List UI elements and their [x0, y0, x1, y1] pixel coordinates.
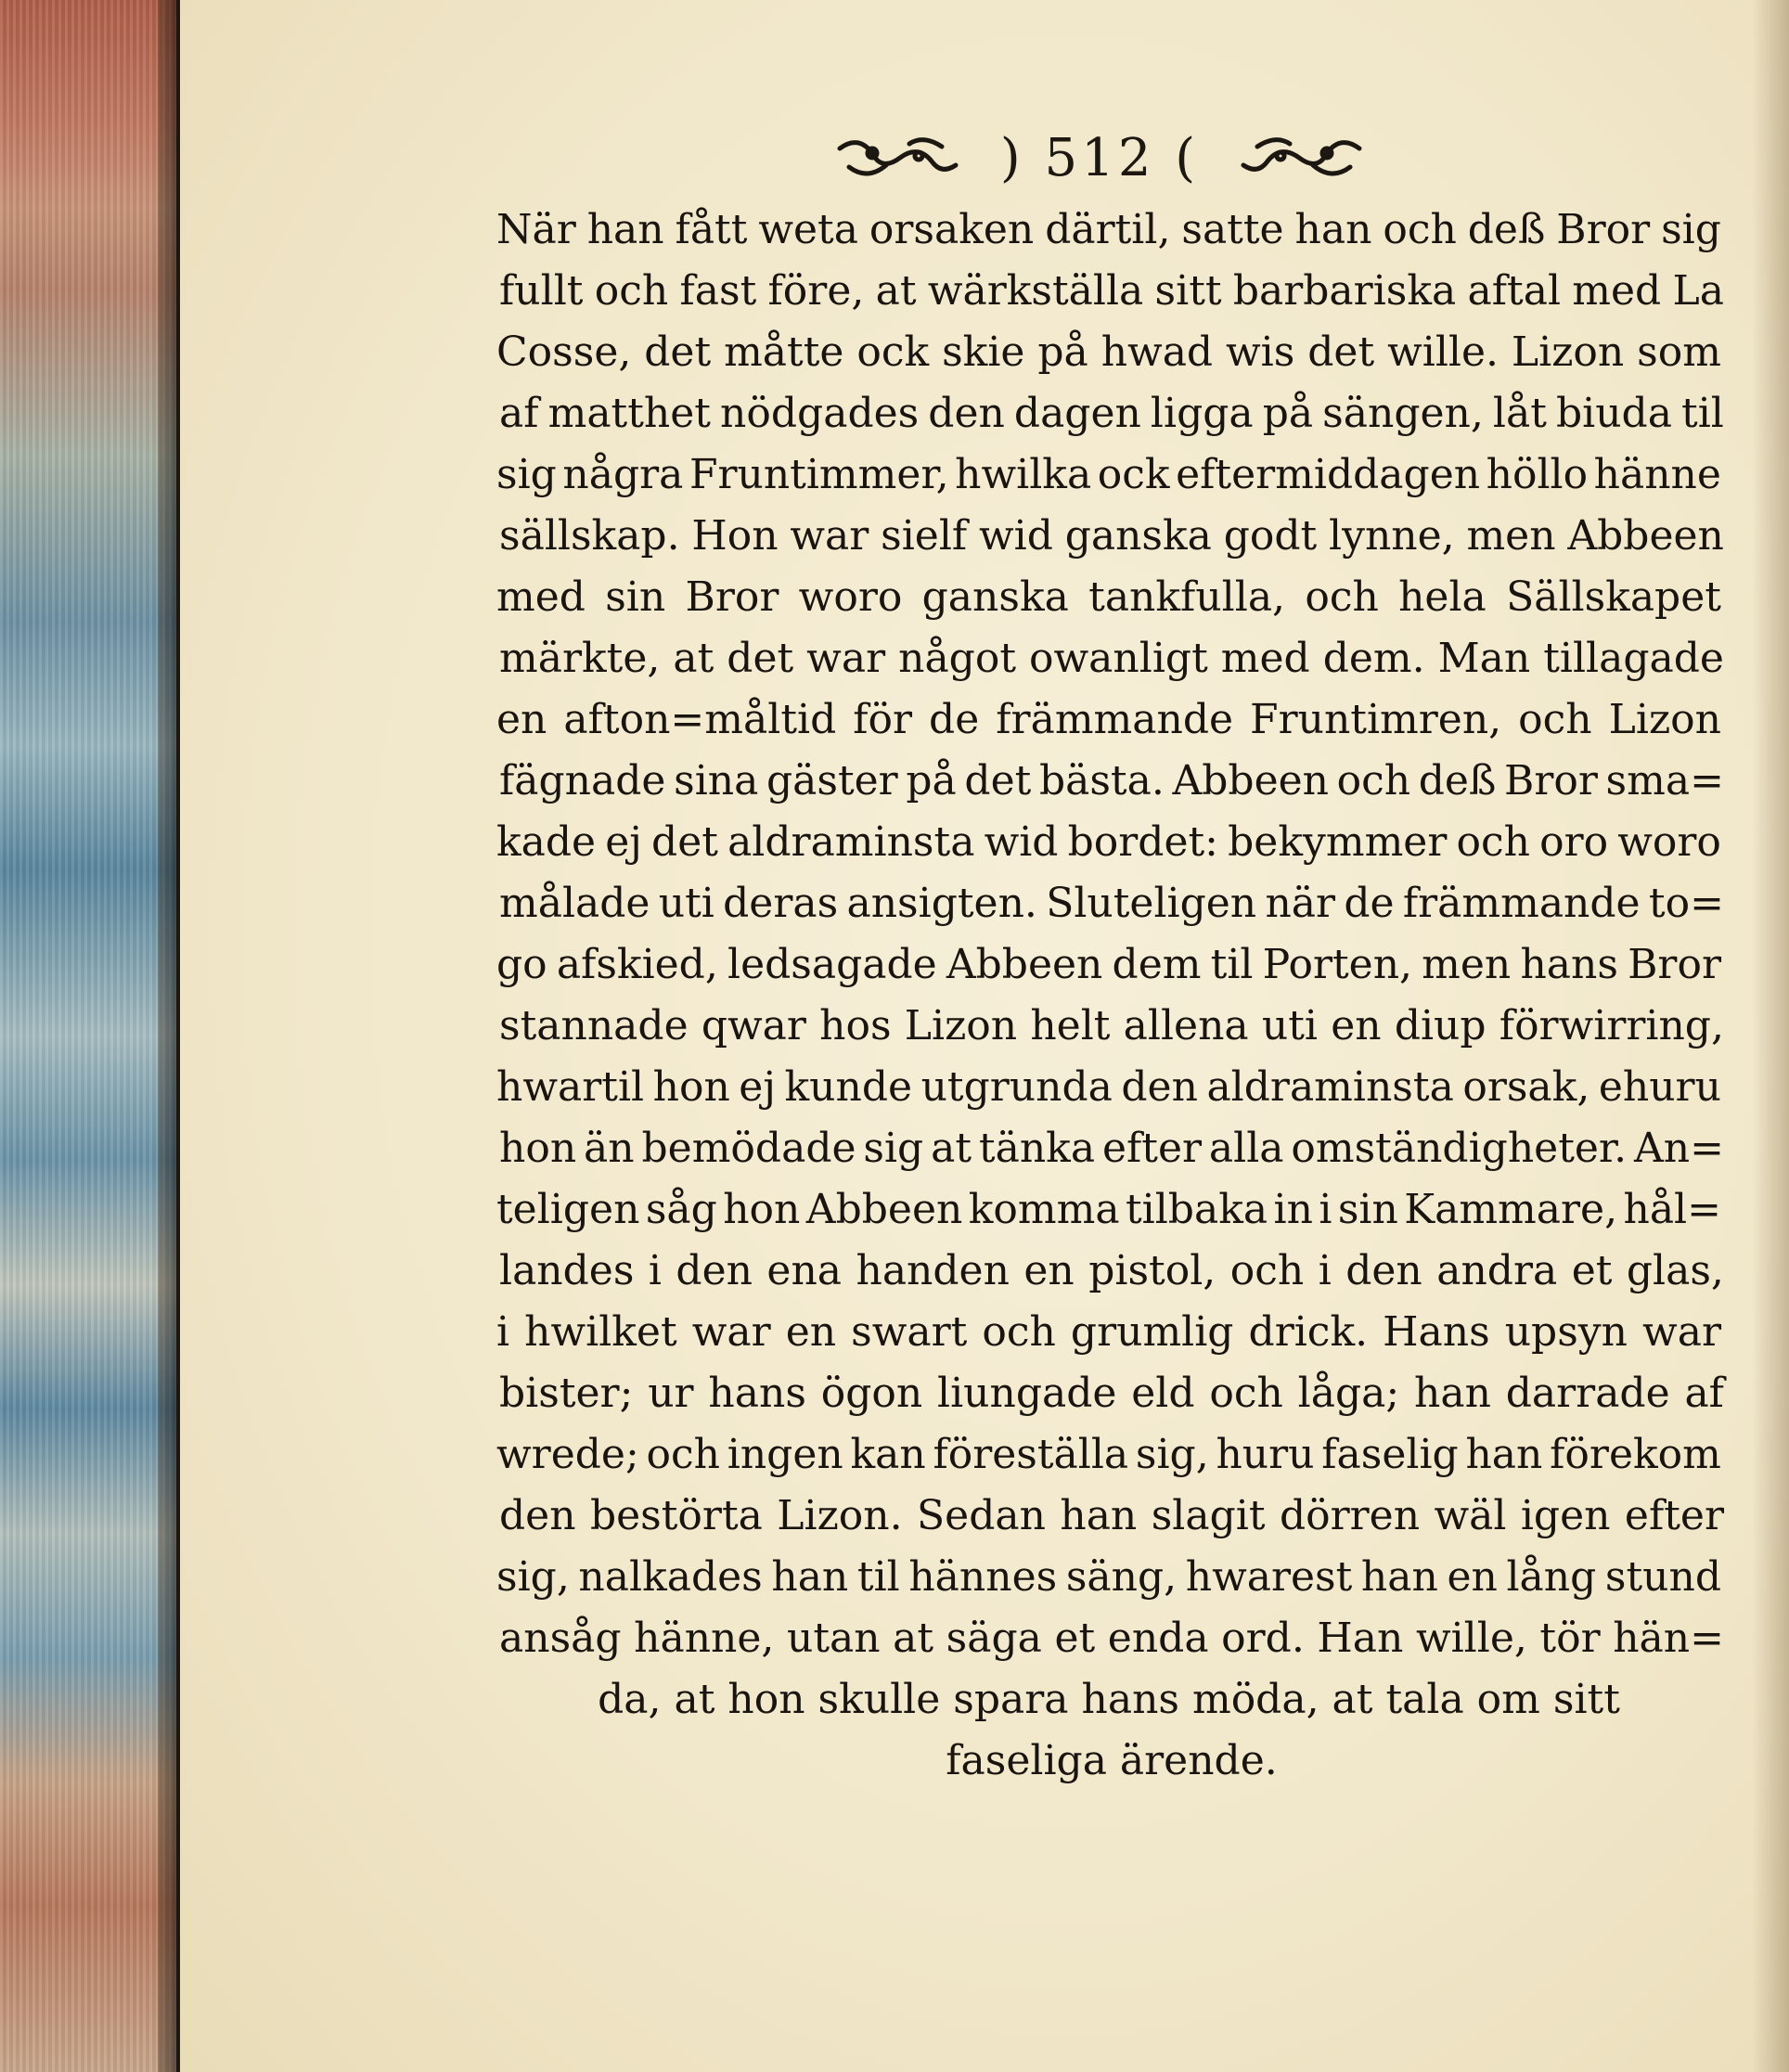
word: wäl [1434, 1492, 1507, 1539]
word: diup [1394, 1002, 1487, 1049]
word: afskied, [556, 941, 718, 988]
word: hans [708, 1370, 806, 1417]
word: därtil, [1045, 206, 1171, 253]
word: han [771, 1553, 849, 1601]
word: den [1121, 1063, 1198, 1111]
word: deß [1418, 757, 1497, 804]
word: han [1360, 1553, 1438, 1601]
text-line [496, 567, 1721, 628]
text-line: faseliga ärende. [946, 1737, 1278, 1784]
word: drick. [1248, 1308, 1369, 1356]
word: hwilket [524, 1308, 677, 1356]
word: tänka [978, 1125, 1096, 1172]
text-line [499, 506, 1724, 567]
word: eftermiddagen [1176, 451, 1481, 498]
word: några [562, 451, 684, 498]
word: med [496, 573, 586, 621]
word: Cosse, [496, 328, 632, 376]
word: Lizon. [777, 1492, 903, 1539]
text-line [496, 934, 1721, 996]
page-right-shadow [1752, 0, 1789, 2072]
word: stannade [499, 1002, 689, 1049]
word: ehuru [1598, 1063, 1721, 1111]
word: bekymmer [1228, 818, 1448, 866]
word: hännes [908, 1553, 1058, 1601]
word: til [1210, 941, 1254, 988]
text-line [499, 873, 1724, 934]
word: komma [968, 1186, 1120, 1233]
word: war [1642, 1308, 1721, 1356]
word: ord. [1221, 1615, 1305, 1662]
word: bister; [499, 1370, 634, 1417]
word: Sedan [917, 1492, 1046, 1539]
word: sängen, [1322, 390, 1484, 437]
word: säng, [1065, 1553, 1178, 1601]
word: uti [1261, 1002, 1318, 1049]
word: i [648, 1247, 662, 1294]
word: det [964, 757, 1032, 804]
word: bästa. [1038, 757, 1165, 804]
word: kunde [784, 1063, 913, 1111]
word: hela [1398, 573, 1487, 621]
text-line [496, 812, 1721, 873]
word: ansåg [499, 1615, 622, 1662]
word: fått [675, 206, 748, 253]
text-line [499, 1608, 1724, 1669]
word: liungade [937, 1370, 1117, 1417]
word: tillagade [1543, 635, 1724, 682]
word: ligga [1150, 390, 1254, 437]
word: sig [1661, 206, 1721, 253]
text-line [496, 1302, 1721, 1363]
word: en [1447, 1553, 1498, 1601]
word: wis [1226, 328, 1295, 376]
word: utan [787, 1615, 881, 1662]
word: hwilka [955, 451, 1092, 498]
text-line [496, 444, 1721, 506]
word: sig, [496, 1553, 570, 1601]
word: wille. [1387, 328, 1499, 376]
word: efter [1624, 1492, 1724, 1539]
word: biuda [1555, 390, 1672, 437]
word: Lizon [1511, 328, 1625, 376]
word: pistol, [1088, 1247, 1216, 1294]
word: en [1331, 1002, 1382, 1049]
text-line [496, 1179, 1721, 1241]
word: sig, [1135, 1431, 1209, 1478]
word: och [982, 1308, 1056, 1356]
word: När [496, 206, 576, 253]
word: såg [645, 1186, 717, 1233]
page-header [830, 121, 1369, 195]
word: owanligt [1029, 635, 1208, 682]
word: wrede; [496, 1431, 639, 1478]
word: och [1518, 696, 1592, 743]
word: säga [946, 1615, 1042, 1662]
word: Bror [1504, 757, 1598, 804]
word: utgrunda [920, 1063, 1113, 1111]
word: at [673, 635, 714, 682]
word: andra [1436, 1247, 1558, 1294]
text-line [496, 322, 1721, 383]
word: och [646, 1431, 720, 1478]
text-line [499, 1118, 1724, 1179]
word: lynne, [1329, 512, 1455, 560]
word: något [898, 635, 1017, 682]
word: satte [1181, 206, 1284, 253]
word: slagit [1151, 1492, 1266, 1539]
word: wid [984, 818, 1059, 866]
word: aldraminsta [727, 818, 975, 866]
word: Abbeen [805, 1186, 963, 1233]
fleuron-left-icon [830, 130, 960, 186]
word: go [496, 941, 547, 988]
text-line [499, 261, 1724, 322]
word: woro [798, 573, 903, 621]
word: en [785, 1308, 837, 1356]
word: sig [863, 1125, 924, 1172]
word: men [1422, 941, 1512, 988]
word: än [584, 1125, 635, 1172]
word: Fruntimren, [1250, 696, 1502, 743]
word: ögon [820, 1370, 923, 1417]
word: ganska [1064, 512, 1212, 560]
word: aldraminsta [1206, 1063, 1454, 1111]
word: godt [1223, 512, 1318, 560]
word: låt [1492, 390, 1547, 437]
word: et [1054, 1615, 1096, 1662]
word: war [806, 635, 886, 682]
word: hwartil [496, 1063, 645, 1111]
word: på [1262, 390, 1314, 437]
text-line [499, 383, 1724, 444]
word: at [931, 1125, 972, 1172]
word: förwirring, [1499, 1002, 1724, 1049]
word: märkte, [499, 635, 661, 682]
word: helt [1030, 1002, 1111, 1049]
word: ej [739, 1063, 776, 1111]
word: låga; [1297, 1370, 1400, 1417]
word: swart [851, 1308, 968, 1356]
word: på [1037, 328, 1088, 376]
word: kan [850, 1431, 926, 1478]
word: hwad [1100, 328, 1214, 376]
word: bemödade [641, 1125, 856, 1172]
word: wid [978, 512, 1053, 560]
word: skie [942, 328, 1025, 376]
word: bordet: [1067, 818, 1218, 866]
word: han [586, 206, 664, 253]
page-number: ) 512 ( [999, 127, 1200, 188]
text-line: da, at hon skulle spara hans möda, at tala om sitt [598, 1676, 1620, 1723]
word: hon [723, 1186, 801, 1233]
word: höllo [1486, 451, 1589, 498]
word: bestörta [589, 1492, 763, 1539]
word: den [928, 390, 1005, 437]
word: to= [1648, 880, 1724, 927]
word: nödgades [720, 390, 920, 437]
word: deras [723, 880, 839, 927]
word: La [1672, 267, 1724, 315]
word: det [644, 328, 712, 376]
word: sig [496, 451, 557, 498]
word: matthet [547, 390, 711, 437]
word: Lizon [904, 1002, 1018, 1049]
text-line [496, 199, 1721, 261]
word: han [1465, 1431, 1543, 1478]
word: en [1023, 1247, 1075, 1294]
word: kade [496, 818, 597, 866]
word: den [1345, 1247, 1422, 1294]
word: dörren [1279, 1492, 1421, 1539]
word: främmande [996, 696, 1234, 743]
word: förekom [1550, 1431, 1721, 1478]
word: war [691, 1308, 771, 1356]
word: en [496, 696, 547, 743]
word: med [1572, 267, 1662, 315]
text-line [499, 1241, 1724, 1302]
word: orsak, [1462, 1063, 1590, 1111]
word: fast [679, 267, 757, 315]
text-line [499, 751, 1724, 812]
word: sin [605, 573, 666, 621]
word: han [1060, 1492, 1138, 1539]
word: war [790, 512, 869, 560]
word: före, [767, 267, 865, 315]
word: orsaken [869, 206, 1035, 253]
text-line [496, 689, 1721, 751]
word: af [499, 390, 539, 437]
word: den [499, 1492, 576, 1539]
word: tilbaka [1125, 1186, 1268, 1233]
word: sina [674, 757, 759, 804]
word: dagen [1013, 390, 1141, 437]
word: uti [658, 880, 714, 927]
word: hål= [1623, 1186, 1721, 1233]
fleuron-right-icon [1239, 130, 1369, 186]
word: fägnade [499, 757, 666, 804]
text-line [499, 996, 1724, 1057]
word: Bror [1556, 206, 1651, 253]
book-gutter-shadow [158, 0, 180, 2072]
word: och [1456, 818, 1530, 866]
word: ena [766, 1247, 843, 1294]
word: barbariska [1232, 267, 1457, 315]
word: enda [1107, 1615, 1209, 1662]
word: til [1681, 390, 1724, 437]
word: han [1294, 206, 1372, 253]
word: fullt [499, 267, 584, 315]
word: til [856, 1553, 900, 1601]
word: den [676, 1247, 753, 1294]
word: deß [1467, 206, 1546, 253]
word: sma= [1605, 757, 1724, 804]
word: Lizon [1608, 696, 1721, 743]
word: dem. [1322, 635, 1425, 682]
word: woro [1617, 818, 1721, 866]
word: ingen [727, 1431, 843, 1478]
word: dem [1112, 941, 1202, 988]
word: Sällskapet [1506, 573, 1721, 621]
word: men [1466, 512, 1556, 560]
word: hänne, [634, 1615, 775, 1662]
word: ledsagade [727, 941, 937, 988]
word: faselig [1321, 1431, 1459, 1478]
word: det [1307, 328, 1375, 376]
word: när [1265, 880, 1336, 927]
word: aftal [1467, 267, 1562, 315]
word: sällskap. [499, 512, 680, 560]
text-line [499, 1363, 1724, 1424]
word: ock [856, 328, 930, 376]
word: och [1209, 1370, 1283, 1417]
word: af [1684, 1370, 1724, 1417]
word: Porten, [1262, 941, 1413, 988]
word: hans [1520, 941, 1618, 988]
word: darrade [1505, 1370, 1670, 1417]
book-page-edge [0, 0, 176, 2072]
word: nalkades [578, 1553, 763, 1601]
word: tankfulla, [1088, 573, 1286, 621]
word: Sluteligen [1046, 880, 1257, 927]
word: på [906, 757, 957, 804]
word: föreställa [933, 1431, 1129, 1478]
word: An= [1633, 1125, 1724, 1172]
word: et [1571, 1247, 1613, 1294]
word: Hon [691, 512, 779, 560]
word: teligen [496, 1186, 640, 1233]
word: allena [1123, 1002, 1249, 1049]
word: weta [758, 206, 858, 253]
word: gäster [766, 757, 898, 804]
word: måtte [724, 328, 844, 376]
word: de [1344, 880, 1395, 927]
word: alla [1208, 1125, 1284, 1172]
word: hon [499, 1125, 577, 1172]
word: wille, [1415, 1615, 1527, 1662]
word: wärkställa [927, 267, 1144, 315]
word: huru [1216, 1431, 1315, 1478]
word: och [1336, 757, 1411, 804]
word: Abbeen [1172, 757, 1329, 804]
word: oro [1539, 818, 1609, 866]
word: och [1383, 206, 1457, 253]
word: lång [1506, 1553, 1597, 1601]
word: ur [648, 1370, 694, 1417]
word: Bror [1628, 941, 1721, 988]
word: in [1273, 1186, 1313, 1233]
word: landes [499, 1247, 635, 1294]
word: sielf [881, 512, 968, 560]
word: hos [819, 1002, 892, 1049]
word: afton=måltid [563, 696, 837, 743]
word: Man [1437, 635, 1531, 682]
word: hwarest [1185, 1553, 1353, 1601]
text-line [496, 1547, 1721, 1608]
word: upsyn [1504, 1308, 1628, 1356]
word: Hans [1383, 1308, 1490, 1356]
word: ej [605, 818, 642, 866]
word: efter [1101, 1125, 1203, 1172]
word: Abbeen [946, 941, 1103, 988]
word: målade [499, 880, 650, 927]
word: sin [1337, 1186, 1398, 1233]
word: främmande [1402, 880, 1641, 927]
text-line [496, 1057, 1721, 1118]
word: grumlig [1070, 1308, 1234, 1356]
word: ansigten. [846, 880, 1037, 927]
word: at [875, 267, 917, 315]
word: Kammare, [1404, 1186, 1618, 1233]
word: det [727, 635, 794, 682]
word: Bror [685, 573, 779, 621]
word: glas, [1626, 1247, 1724, 1294]
word: i [496, 1308, 510, 1356]
word: sitt [1154, 267, 1222, 315]
word: tör [1539, 1615, 1601, 1662]
word: igen [1520, 1492, 1611, 1539]
word: det [651, 818, 718, 866]
word: ock [1097, 451, 1170, 498]
word: och [1229, 1247, 1305, 1294]
word: de [929, 696, 980, 743]
word: at [893, 1615, 934, 1662]
word: omständigheter. [1291, 1125, 1628, 1172]
body-text [496, 199, 1724, 1792]
word: qwar [701, 1002, 806, 1049]
word: Han [1317, 1615, 1404, 1662]
word: Abbeen [1567, 512, 1724, 560]
word: stund [1604, 1553, 1721, 1601]
word: som [1637, 328, 1721, 376]
text-line [499, 628, 1724, 689]
word: Fruntimmer, [689, 451, 949, 498]
word: i [1318, 1247, 1332, 1294]
word: hon [652, 1063, 730, 1111]
text-line [499, 1486, 1724, 1547]
word: eld [1131, 1370, 1195, 1417]
word: för [853, 696, 913, 743]
text-line [496, 1424, 1721, 1486]
word: handen [856, 1247, 1010, 1294]
word: hänne [1593, 451, 1721, 498]
word: han [1414, 1370, 1491, 1417]
word: och [1305, 573, 1379, 621]
word: ganska [921, 573, 1069, 621]
word: och [594, 267, 669, 315]
word: hän= [1613, 1615, 1724, 1662]
word: med [1220, 635, 1310, 682]
word: i [1319, 1186, 1332, 1233]
